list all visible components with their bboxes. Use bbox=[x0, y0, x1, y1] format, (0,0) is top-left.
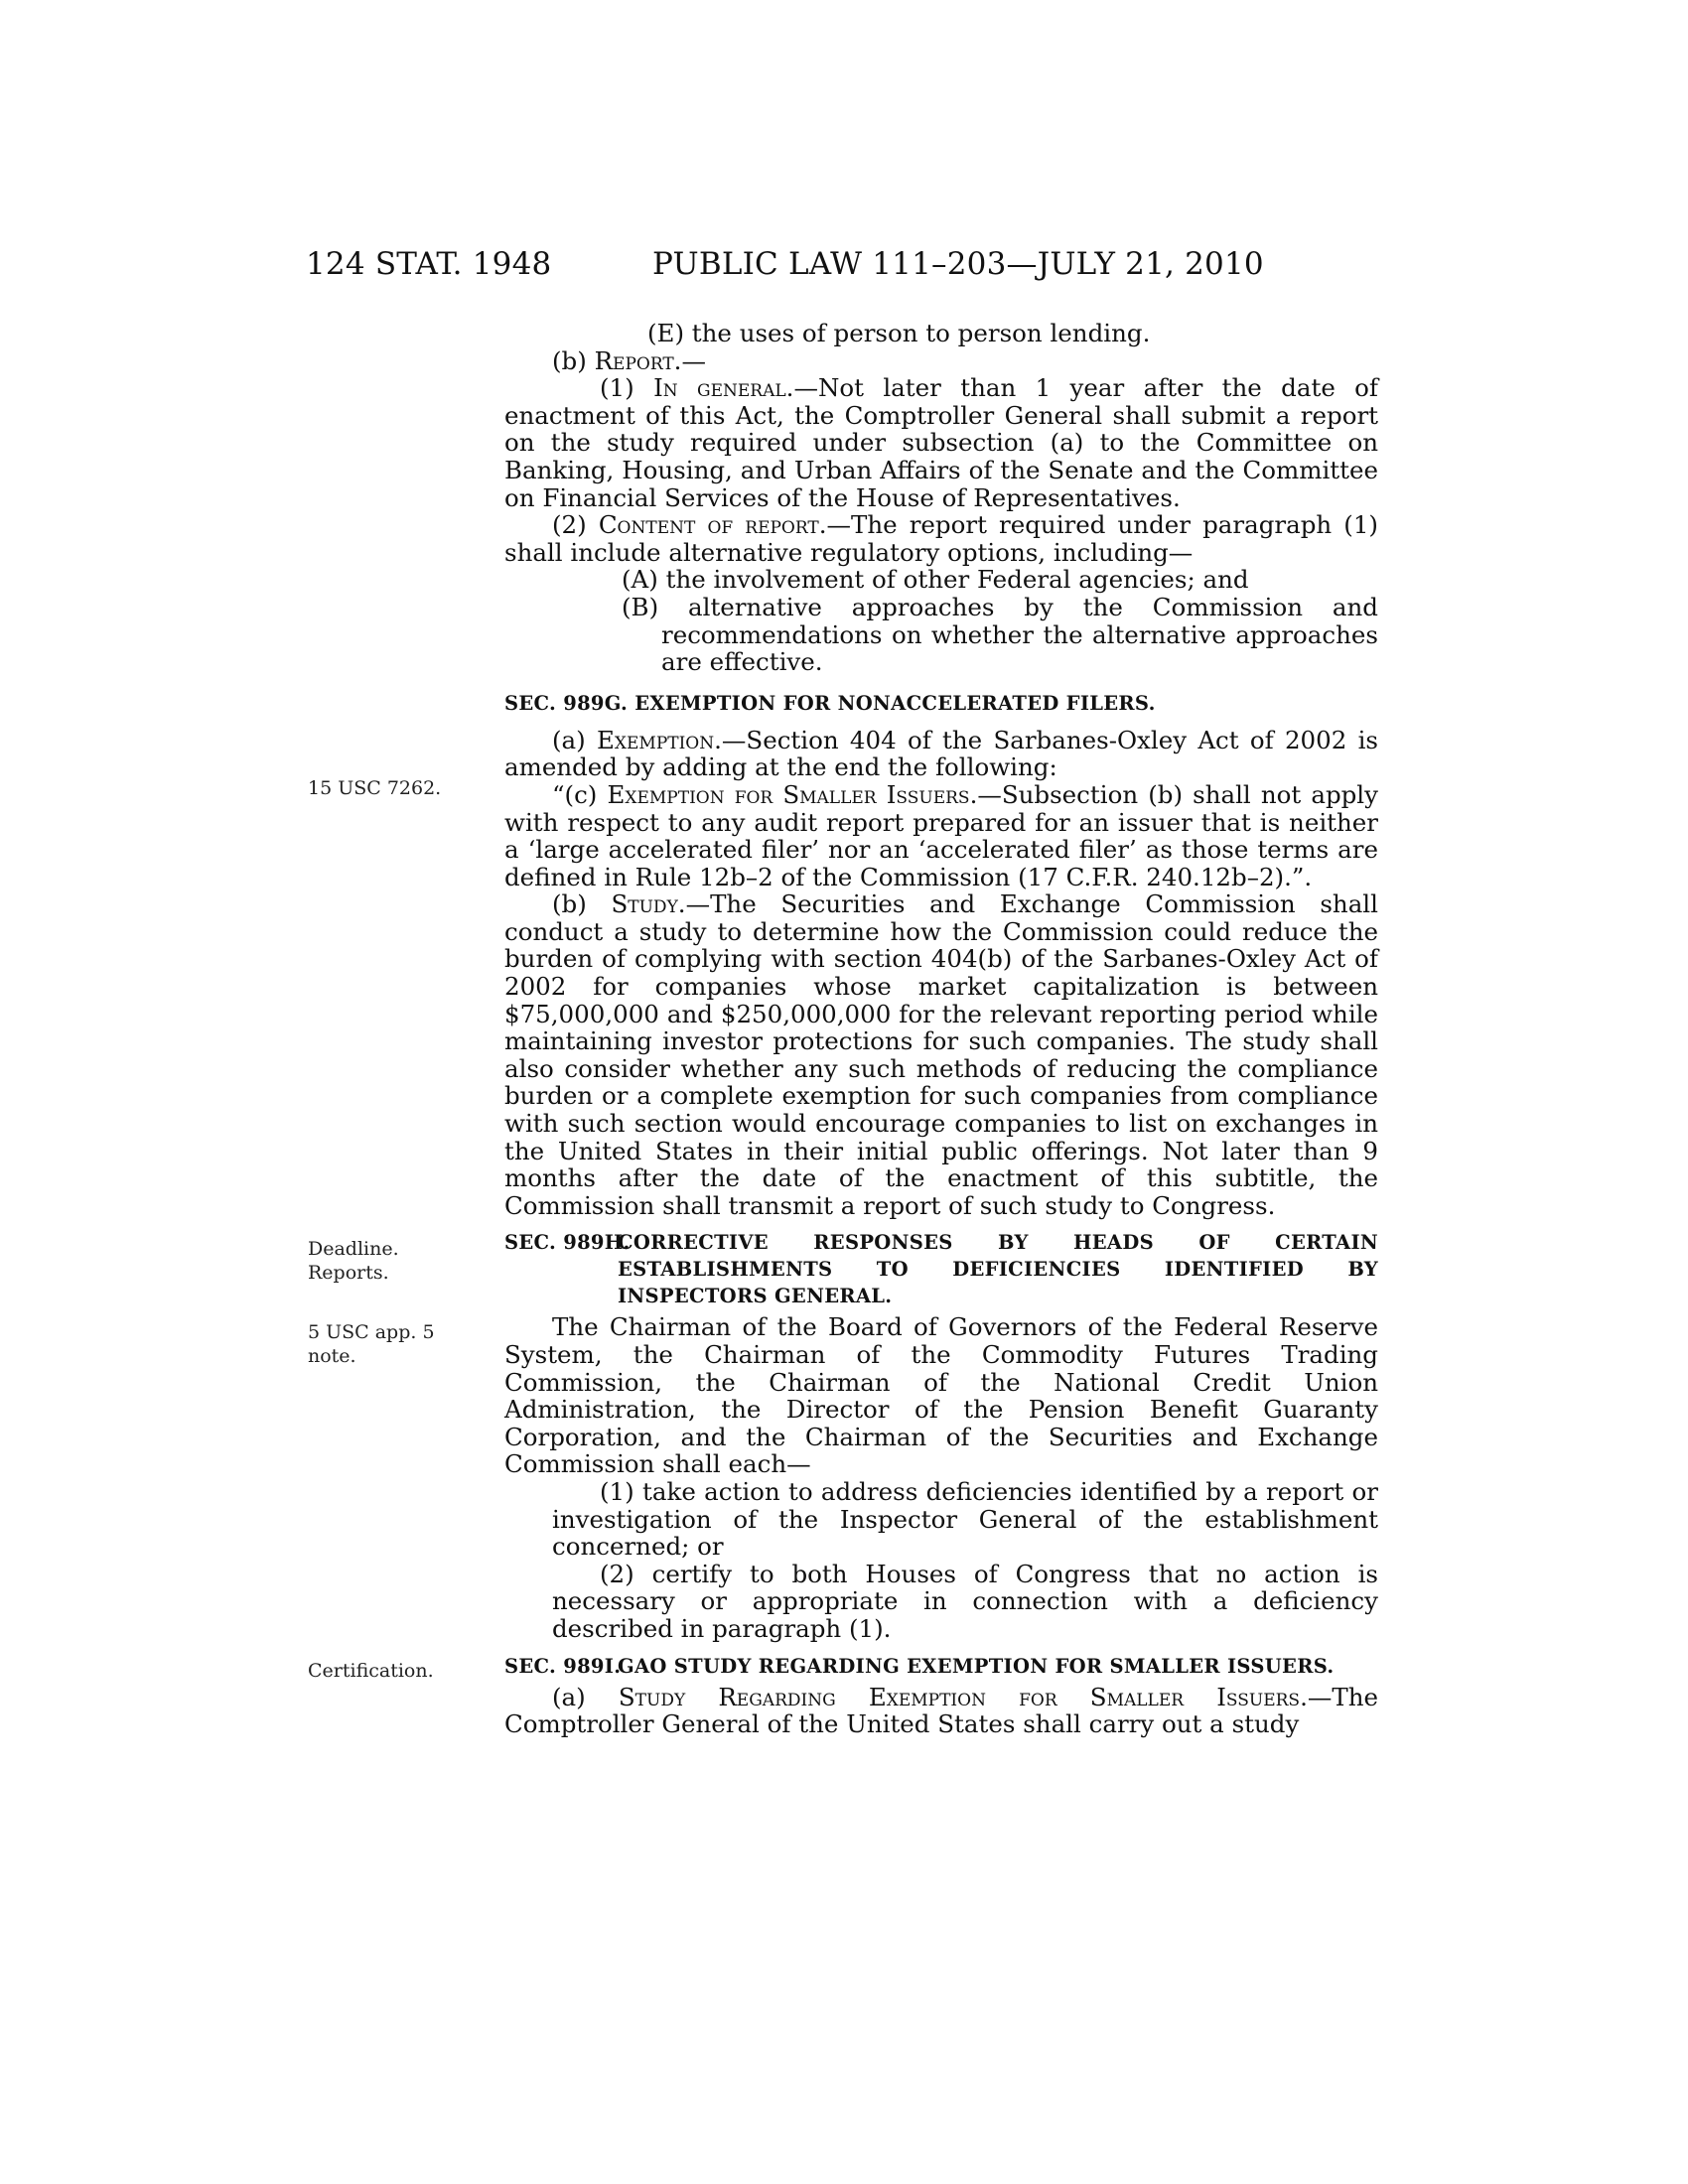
subsection-text: .—The Comptroller General of the United States shall carry out a study bbox=[504, 1682, 1378, 1739]
section-989h-paragraph-1: (1) take action to address deficiencies identified by a report or investigation of the Inspector General of the establishment concerned; or bbox=[552, 1476, 1378, 1562]
subparagraph-a: (A) the involvement of other Federal agencies; and bbox=[622, 565, 1249, 595]
subsection-number: (b) bbox=[552, 345, 595, 375]
subsection-dash: .— bbox=[673, 345, 706, 375]
section-989g-heading: SEC. 989G. EXEMPTION FOR NONACCELERATED FILERS. bbox=[504, 691, 1156, 715]
margin-note-deadline: Deadline. bbox=[308, 1238, 399, 1260]
section-989i-subsection-a bbox=[504, 1684, 1378, 1738]
subsection-heading: Exemption for Smaller Issuers bbox=[607, 779, 970, 809]
subsection-number: (b) bbox=[552, 889, 612, 919]
paragraph-1-in-general bbox=[504, 374, 1378, 511]
running-header-title: PUBLIC LAW 111–203—JULY 21, 2010 bbox=[652, 246, 1264, 282]
margin-note-usc-app-note: note. bbox=[308, 1345, 356, 1367]
section-989h-intro: The Chairman of the Board of Governors of the Federal Reserve System, the Chairman of the Commodity Futures Trading Commission, the Chairman of the National Credit Union Administration, the Director of the Pension Benefit Guaranty Corporation, and the Chairman of the Securities and Exchange Commission shall each— bbox=[504, 1312, 1378, 1479]
subsection-heading: Exemption bbox=[597, 725, 715, 754]
section-title: GAO STUDY REGARDING EXEMPTION FOR SMALLER ISSUERS. bbox=[618, 1654, 1335, 1678]
section-989h-paragraph-2: (2) certify to both Houses of Congress that no action is necessary or appropriate in connection with a deficiency described in paragraph (1). bbox=[552, 1559, 1378, 1643]
margin-note-certification: Certification. bbox=[308, 1660, 434, 1682]
subsection-heading: Study bbox=[611, 889, 678, 919]
subsection-text: .—The Securities and Exchange Commission shall conduct a study to determine how the Commission could reduce the burden of complying with section 404(b) of the Sarbanes-Oxley Act of 2002 for companies whose market capitalization is between $75,000,000 and $250,000,000 for the relevant reporting period while maintaining investor protections for such companies. The study shall also consider whether any such methods of reducing the compliance burden or a complete exemption for such companies from compliance with such section would encourage companies to list on exchanges in the United States in their initial public offerings. Not later than 9 months after the date of the enactment of this subtitle, the Commission shall transmit a report of such study to Congress. bbox=[504, 889, 1378, 1220]
subsection-number: (a) bbox=[552, 725, 598, 754]
paragraph-number: (2) bbox=[552, 510, 599, 540]
section-989h-heading bbox=[504, 1229, 1378, 1309]
subsection-text: .—Subsection (b) shall not apply with respect to any audit report prepared for an issuer that is neither a ‘large accelerated filer’ nor an ‘accelerated filer’ as those terms are defined in Rule 12b–2 of the Commission (17 C.F.R. 240.12b–2).”. bbox=[504, 779, 1378, 891]
section-number: SEC. 989H. bbox=[504, 1231, 631, 1255]
paragraph-text: .—The report required under paragraph (1) shall include alternative regulatory options, including— bbox=[504, 510, 1378, 567]
paragraph-number: (1) bbox=[600, 373, 654, 403]
subsection-number: “(c) bbox=[552, 779, 608, 809]
paragraph-e: (E) the uses of person to person lending. bbox=[647, 319, 1151, 347]
margin-note-reports: Reports. bbox=[308, 1262, 389, 1284]
subparagraph-b: (B) alternative approaches by the Commission and recommendations on whether the alternative approaches are effective. bbox=[622, 592, 1378, 677]
margin-note-usc-7262: 15 USC 7262. bbox=[308, 777, 442, 799]
subsection-heading: Report bbox=[594, 345, 674, 375]
section-989g-subsection-a bbox=[504, 727, 1378, 781]
paragraph-heading: Content of report bbox=[598, 510, 819, 540]
subsection-heading: Study Regarding Exemption for Smaller Issuers bbox=[618, 1682, 1301, 1711]
subsection-text: .—Section 404 of the Sarbanes-Oxley Act of 2002 is amended by adding at the end the following: bbox=[504, 725, 1379, 782]
subsection-number: (a) bbox=[552, 1682, 619, 1711]
section-989g-inserted-subsection-c bbox=[504, 781, 1378, 890]
subsection-b-report bbox=[504, 347, 1378, 375]
margin-note-usc-app: 5 USC app. 5 bbox=[308, 1321, 435, 1343]
paragraph-2-content-of-report bbox=[504, 511, 1378, 566]
section-989g-subsection-b-study bbox=[504, 890, 1378, 1219]
paragraph-text: .—Not later than 1 year after the date of enactment of this Act, the Comptroller General shall submit a report on the study required under subsection (a) to the Committee on Banking, Housing, and Urban Affairs of the Senate and the Committee on Financial Services of the House of Representatives. bbox=[504, 373, 1379, 512]
page-stat-citation: 124 STAT. 1948 bbox=[306, 246, 552, 282]
section-number: SEC. 989I. bbox=[504, 1654, 622, 1678]
section-989i-heading bbox=[504, 1653, 1378, 1680]
paragraph-heading: In general bbox=[653, 373, 786, 403]
statute-text-column bbox=[504, 320, 1378, 1738]
section-title: CORRECTIVE RESPONSES BY HEADS OF CERTAIN ESTABLISHMENTS TO DEFICIENCIES IDENTIFIED BY INSPECTORS GENERAL. bbox=[618, 1231, 1378, 1308]
